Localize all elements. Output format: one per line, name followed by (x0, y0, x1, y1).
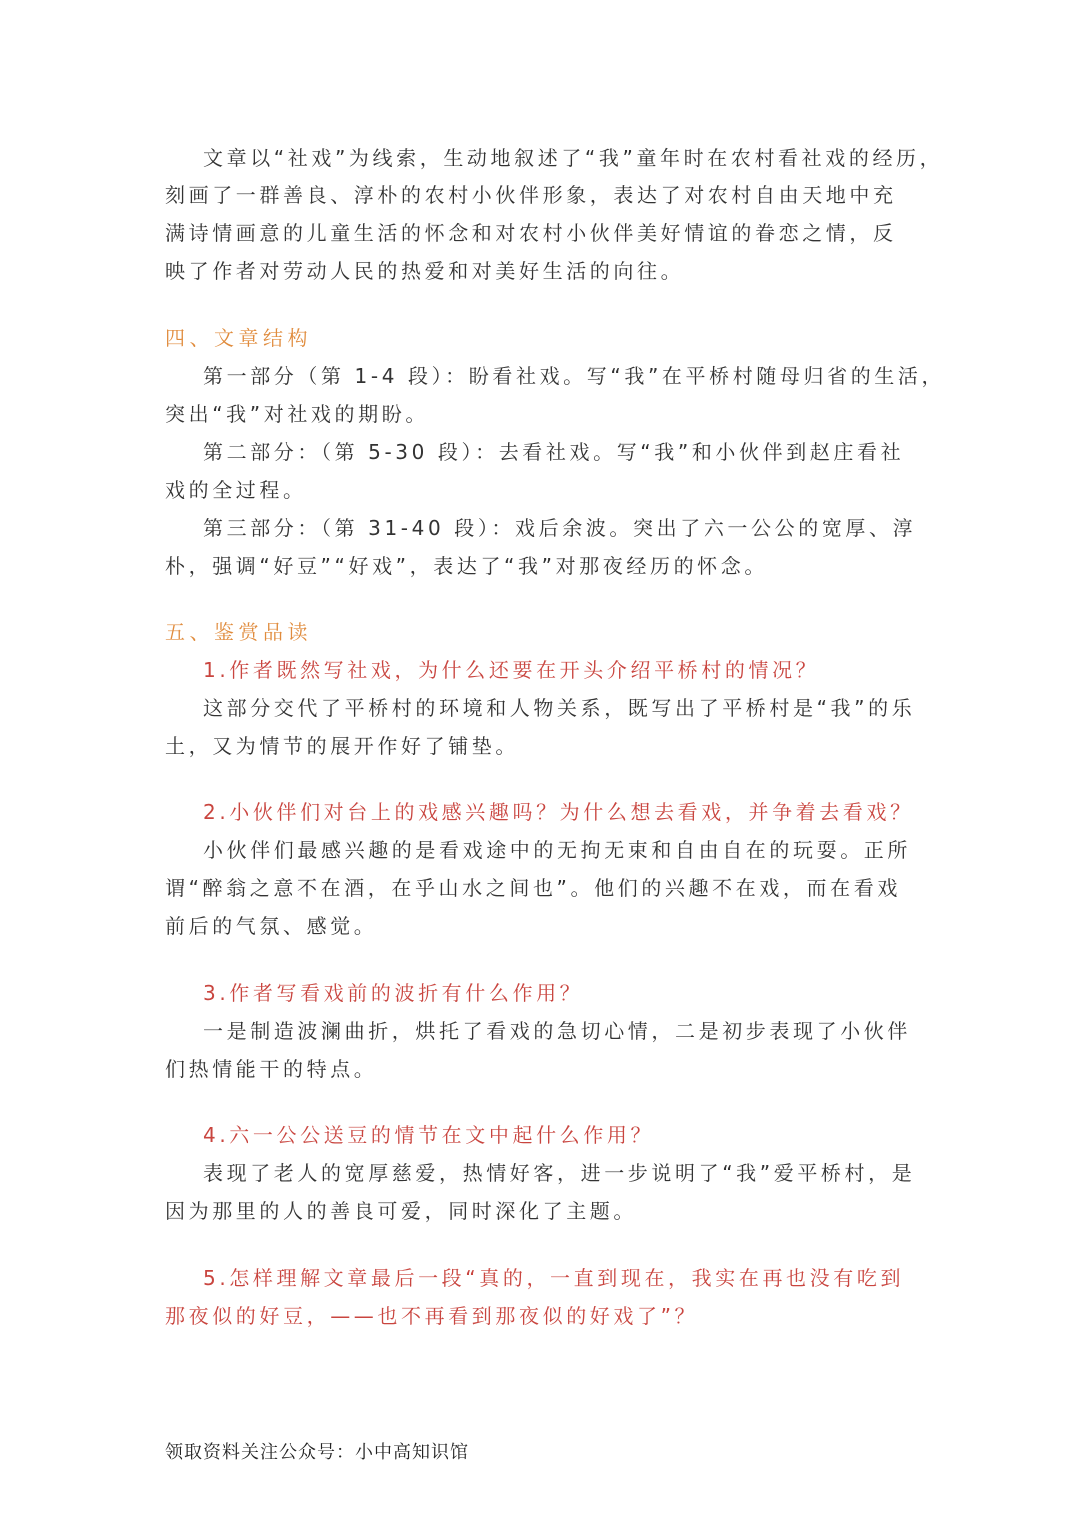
question-5: 那夜似的好豆，——也不再看到那夜似的好戏了”？ (165, 1304, 699, 1328)
intro-line: 刻画了一群善良、淳朴的农村小伙伴形象，表达了对农村自由天地中充 (165, 183, 897, 207)
answer-2-line: 谓“醉翁之意不在酒，在乎山水之间也”。他们的兴趣不在戏，而在看戏 (165, 876, 901, 900)
intro-line: 映了作者对劳动人民的热爱和对美好生活的向往。 (165, 259, 685, 283)
section-heading-appreciation: 五、鉴赏品读 (165, 620, 312, 644)
question-3: 3.作者写看戏前的波折有什么作用？ (203, 981, 584, 1005)
section-heading-structure: 四、文章结构 (165, 326, 312, 350)
structure-paragraph-line: 第一部分（第 1-4 段）：盼看社戏。写“我”在平桥村随母归省的生活， (203, 364, 946, 388)
structure-paragraph-line: 朴，强调“好豆”“好戏”，表达了“我”对那夜经历的怀念。 (165, 554, 768, 578)
structure-paragraph-line: 第二部分：（第 5-30 段）：去看社戏。写“我”和小伙伴到赵庄看社 (203, 440, 905, 464)
question-1: 1.作者既然写社戏，为什么还要在开头介绍平桥村的情况？ (203, 658, 820, 682)
answer-1-line: 这部分交代了平桥村的环境和人物关系，既写出了平桥村是“我”的乐 (203, 696, 916, 720)
footer-note: 领取资料关注公众号：小中高知识馆 (165, 1442, 469, 1463)
question-4: 4.六一公公送豆的情节在文中起什么作用？ (203, 1123, 655, 1147)
structure-paragraph-line: 第三部分：（第 31-40 段）：戏后余波。突出了六一公公的宽厚、淳 (203, 516, 917, 540)
intro-line: 文章以“社戏”为线索，生动地叙述了“我”童年时在农村看社戏的经历， (203, 146, 944, 170)
structure-paragraph-line: 突出“我”对社戏的期盼。 (165, 402, 429, 426)
question-2: 2.小伙伴们对台上的戏感兴趣吗？为什么想去看戏，并争着去看戏？ (203, 800, 914, 824)
answer-2-line: 前后的气氛、感觉。 (165, 914, 378, 938)
intro-line: 满诗情画意的儿童生活的怀念和对农村小伙伴美好情谊的眷恋之情，反 (165, 221, 897, 245)
answer-1-line: 土，又为情节的展开作好了铺垫。 (165, 734, 519, 758)
answer-3-line: 们热情能干的特点。 (165, 1057, 378, 1081)
structure-paragraph-line: 戏的全过程。 (165, 478, 307, 502)
answer-2-line: 小伙伴们最感兴趣的是看戏途中的无拘无束和自由自在的玩耍。正所 (203, 838, 911, 862)
answer-4-line: 因为那里的人的善良可爱，同时深化了主题。 (165, 1199, 637, 1223)
answer-3-line: 一是制造波澜曲折，烘托了看戏的急切心情，二是初步表现了小伙伴 (203, 1019, 911, 1043)
question-5: 5.怎样理解文章最后一段“真的，一直到现在，我实在再也没有吃到 (203, 1266, 905, 1290)
answer-4-line: 表现了老人的宽厚慈爱，热情好客，进一步说明了“我”爱平桥村，是 (203, 1161, 916, 1185)
